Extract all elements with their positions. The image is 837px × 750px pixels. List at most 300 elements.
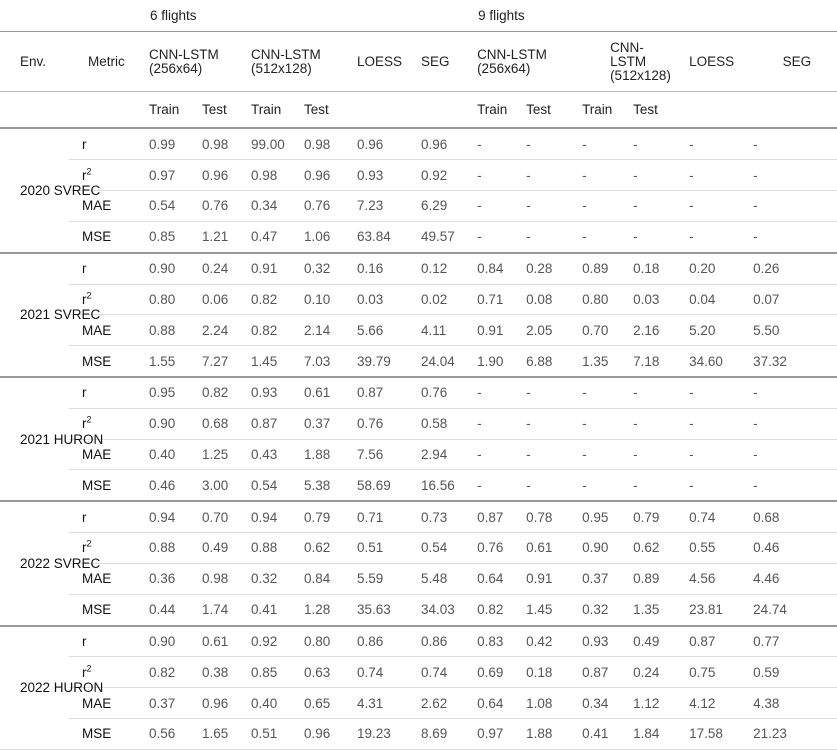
table-cell: 0.68 <box>753 509 780 525</box>
table-cell: 0.49 <box>633 633 660 649</box>
table-cell: 0.08 <box>526 291 553 307</box>
table-cell: 0.75 <box>689 664 716 680</box>
metric-label: MSE <box>82 602 112 618</box>
group-6-flights: 6 flights <box>150 7 197 23</box>
table-row <box>0 626 837 657</box>
table-cell: - <box>477 229 482 245</box>
table-cell: 0.98 <box>251 167 278 183</box>
table-cell: - <box>753 447 758 463</box>
table-cell: 0.94 <box>251 509 278 525</box>
table-cell: 1.25 <box>202 447 229 463</box>
table-cell: 0.51 <box>357 540 384 556</box>
header-col-2: LOESS <box>357 53 403 69</box>
table-cell: 0.36 <box>149 571 176 587</box>
table-cell: 0.62 <box>633 540 660 556</box>
table-cell: 0.90 <box>582 540 609 556</box>
table-cell: 58.69 <box>357 477 391 493</box>
table-row <box>0 718 837 749</box>
table-cell: 0.10 <box>304 291 331 307</box>
table-cell: 0.12 <box>421 261 448 277</box>
table-cell: 6.88 <box>526 353 553 369</box>
table-cell: 0.89 <box>582 261 609 277</box>
table-cell: 0.86 <box>421 633 448 649</box>
table-cell: 7.18 <box>633 353 660 369</box>
table-cell: 0.88 <box>149 540 176 556</box>
table-cell: 0.28 <box>526 261 553 277</box>
table-cell: 0.96 <box>421 136 448 152</box>
table-row <box>0 160 837 191</box>
table-cell: 0.78 <box>526 509 553 525</box>
env-label: 2021 SVREC <box>20 307 101 323</box>
table-cell: - <box>633 136 638 152</box>
table-cell: 1.55 <box>149 353 176 369</box>
table-cell: 4.46 <box>753 571 780 587</box>
table-cell: 0.87 <box>357 385 384 401</box>
table-cell: 1.45 <box>526 602 553 618</box>
table-cell: 0.92 <box>421 167 448 183</box>
env-label: 2022 SVREC <box>20 555 101 571</box>
table-cell: 17.58 <box>689 726 723 742</box>
metric-label: MAE <box>82 198 112 214</box>
table-cell: 5.50 <box>753 322 780 338</box>
header-sub-2: Train <box>251 102 282 118</box>
table-cell: - <box>582 167 587 183</box>
table-cell: 0.40 <box>251 695 278 711</box>
table-row <box>0 439 837 470</box>
table-cell: 0.62 <box>304 540 331 556</box>
table-cell: 0.82 <box>477 602 504 618</box>
table-cell: - <box>477 167 482 183</box>
table-cell: - <box>477 447 482 463</box>
metric-label: MAE <box>82 447 112 463</box>
table-cell: 0.41 <box>582 726 609 742</box>
table-cell: 0.70 <box>202 509 229 525</box>
metric-label: r <box>82 385 87 401</box>
table-cell: - <box>753 198 758 214</box>
table-cell: - <box>689 385 694 401</box>
table-cell: 0.64 <box>477 695 504 711</box>
table-cell: - <box>477 416 482 432</box>
table-row <box>0 377 837 408</box>
table-cell: - <box>582 136 587 152</box>
table-cell: 0.02 <box>421 291 448 307</box>
table-cell: - <box>753 167 758 183</box>
table-cell: 0.46 <box>149 477 176 493</box>
header-metric: Metric <box>88 53 125 69</box>
table-cell: 4.31 <box>357 695 384 711</box>
table-cell: 0.54 <box>251 477 278 493</box>
table-cell: 2.14 <box>304 322 331 338</box>
table-cell: 0.80 <box>149 291 176 307</box>
header-sub-7: Test <box>526 102 551 118</box>
table-row <box>0 501 837 532</box>
table-cell: 4.38 <box>753 695 780 711</box>
metric-label: MSE <box>82 477 112 493</box>
table-cell: 0.84 <box>477 261 504 277</box>
table-cell: 0.61 <box>526 540 553 556</box>
table-cell: 0.55 <box>689 540 716 556</box>
table-cell: 0.80 <box>582 291 609 307</box>
table-cell: - <box>753 416 758 432</box>
header-sub-10 <box>670 92 734 128</box>
table-cell: 0.89 <box>633 571 660 587</box>
table-cell: - <box>689 416 694 432</box>
table-cell: - <box>633 167 638 183</box>
table-cell: 2.94 <box>421 447 448 463</box>
table-cell: 5.20 <box>689 322 716 338</box>
table-cell: 0.46 <box>753 540 780 556</box>
table-cell: - <box>753 477 758 493</box>
table-cell: 5.66 <box>357 322 384 338</box>
table-cell: 5.48 <box>421 571 448 587</box>
table-cell: 0.95 <box>149 385 176 401</box>
header-col-3: SEG <box>421 53 450 69</box>
header-col-5: CNN- LSTM (512x128) <box>610 39 671 83</box>
table-cell: 0.54 <box>149 198 176 214</box>
table-cell: 0.18 <box>633 261 660 277</box>
table-cell: 3.00 <box>202 477 229 493</box>
table-cell: 24.04 <box>421 353 455 369</box>
table-cell: 0.24 <box>633 664 660 680</box>
table-row <box>0 221 837 252</box>
header-sub-0: Train <box>149 102 180 118</box>
table-cell: - <box>689 477 694 493</box>
table-cell: 0.40 <box>149 447 176 463</box>
table-cell: - <box>526 136 531 152</box>
table-cell: - <box>582 447 587 463</box>
table-cell: - <box>633 198 638 214</box>
header-sub-row <box>0 92 837 128</box>
table-cell: 0.90 <box>149 633 176 649</box>
table-cell: 5.59 <box>357 571 384 587</box>
table-cell: 7.03 <box>304 353 331 369</box>
table-cell: 16.56 <box>421 477 455 493</box>
table-cell: - <box>526 229 531 245</box>
env-label: 2021 HURON <box>20 431 104 447</box>
table-cell: 0.47 <box>251 229 278 245</box>
table-cell: 0.41 <box>251 602 278 618</box>
table-cell: 0.88 <box>251 540 278 556</box>
table-cell: 0.32 <box>251 571 278 587</box>
header-col-1: CNN-LSTM (512x128) <box>251 46 321 76</box>
table-cell: 0.03 <box>357 291 384 307</box>
header-env: Env. <box>20 53 47 69</box>
table-cell: 34.60 <box>689 353 723 369</box>
table-cell: 0.58 <box>421 416 448 432</box>
table-cell: - <box>689 167 694 183</box>
table-cell: - <box>526 385 531 401</box>
header-sub-8: Train <box>582 102 613 118</box>
metric-label: r <box>82 509 87 525</box>
table-row <box>0 470 837 501</box>
table-cell: - <box>689 136 694 152</box>
table-cell: 0.37 <box>304 416 331 432</box>
table-cell: - <box>753 229 758 245</box>
table-cell: 0.83 <box>477 633 504 649</box>
table-cell: - <box>582 477 587 493</box>
table-cell: 1.84 <box>633 726 660 742</box>
table-cell: 0.07 <box>753 291 780 307</box>
table-row <box>0 128 837 159</box>
table-cell: 0.26 <box>753 261 780 277</box>
table-cell: 0.59 <box>753 664 780 680</box>
table-cell: 1.74 <box>202 602 229 618</box>
table-cell: 0.06 <box>202 291 229 307</box>
table-row <box>0 346 837 377</box>
table-cell: 0.79 <box>633 509 660 525</box>
table-cell: 8.69 <box>421 726 448 742</box>
table-cell: 0.87 <box>477 509 504 525</box>
table-cell: - <box>477 198 482 214</box>
table-cell: 0.63 <box>304 664 331 680</box>
table-cell: 0.74 <box>689 509 716 525</box>
metric-label: MSE <box>82 726 112 742</box>
table-cell: 0.86 <box>357 633 384 649</box>
table-cell: 0.18 <box>526 664 553 680</box>
header-sub-1: Test <box>202 102 227 118</box>
table-cell: 0.42 <box>526 633 553 649</box>
table-cell: 0.76 <box>357 416 384 432</box>
table-cell: 0.84 <box>304 571 331 587</box>
table-cell: 0.04 <box>689 291 716 307</box>
table-cell: 0.76 <box>202 198 229 214</box>
table-cell: 1.65 <box>202 726 229 742</box>
table-cell: 1.28 <box>304 602 331 618</box>
table-cell: 0.96 <box>202 167 229 183</box>
table-cell: - <box>526 477 531 493</box>
header-col-0: CNN-LSTM (256x64) <box>149 46 219 76</box>
table-cell: 0.92 <box>251 633 278 649</box>
table-cell: 21.23 <box>753 726 787 742</box>
table-cell: - <box>582 229 587 245</box>
table-cell: 0.97 <box>477 726 504 742</box>
table-cell: - <box>582 385 587 401</box>
table-cell: 0.82 <box>251 291 278 307</box>
table-cell: 0.71 <box>357 509 384 525</box>
table-row <box>0 315 837 346</box>
table-cell: 0.90 <box>149 416 176 432</box>
table-cell: - <box>689 447 694 463</box>
table-cell: 0.82 <box>251 322 278 338</box>
table-cell: 0.51 <box>251 726 278 742</box>
table-cell: 0.80 <box>304 633 331 649</box>
table-cell: 1.21 <box>202 229 229 245</box>
table-cell: - <box>526 447 531 463</box>
table-cell: 0.87 <box>251 416 278 432</box>
table-cell: 0.96 <box>304 167 331 183</box>
header-sub-9: Test <box>633 102 658 118</box>
env-label: 2022 HURON <box>20 680 104 696</box>
table-row <box>0 284 837 315</box>
table-cell: 0.38 <box>202 664 229 680</box>
table-cell: - <box>633 416 638 432</box>
table-cell: 0.65 <box>304 695 331 711</box>
table-cell: 99.00 <box>251 136 285 152</box>
table-cell: - <box>526 198 531 214</box>
table-cell: 0.68 <box>202 416 229 432</box>
table-cell: 0.73 <box>421 509 448 525</box>
table-cell: 0.43 <box>251 447 278 463</box>
table-cell: 0.88 <box>149 322 176 338</box>
metric-r2: $r^2$ <box>82 414 92 432</box>
table-cell: 0.61 <box>202 633 229 649</box>
table-cell: 1.90 <box>477 353 504 369</box>
table-cell: 0.93 <box>582 633 609 649</box>
table-cell: - <box>753 136 758 152</box>
table-cell: - <box>689 229 694 245</box>
table-cell: 0.93 <box>251 385 278 401</box>
table-cell: 0.56 <box>149 726 176 742</box>
header-sub-3: Test <box>304 102 329 118</box>
table-row <box>0 253 837 284</box>
table-cell: 0.16 <box>357 261 384 277</box>
table-cell: 0.87 <box>689 633 716 649</box>
header-column-row <box>0 31 837 92</box>
table-cell: 0.98 <box>304 136 331 152</box>
table-cell: 2.05 <box>526 322 553 338</box>
table-cell: 7.27 <box>202 353 229 369</box>
table-cell: 0.37 <box>582 571 609 587</box>
table-cell: 0.32 <box>582 602 609 618</box>
table-cell: 1.88 <box>304 447 331 463</box>
table-cell: 1.45 <box>251 353 278 369</box>
table-cell: 2.62 <box>421 695 448 711</box>
table-cell: 24.74 <box>753 602 787 618</box>
env-label: 2020 SVREC <box>20 183 101 199</box>
table-cell: 0.91 <box>251 261 278 277</box>
table-cell: 0.77 <box>753 633 780 649</box>
table-cell: 0.91 <box>477 322 504 338</box>
table-cell: 0.90 <box>149 261 176 277</box>
table-cell: 0.79 <box>304 509 331 525</box>
table-cell: 0.76 <box>421 385 448 401</box>
table-cell: 1.35 <box>582 353 609 369</box>
table-cell: 0.97 <box>149 167 176 183</box>
table-cell: - <box>582 416 587 432</box>
metric-r2: $r^2$ <box>82 538 92 556</box>
table-row <box>0 688 837 719</box>
header-col-4: CNN-LSTM (256x64) <box>477 46 547 76</box>
table-cell: 0.91 <box>526 571 553 587</box>
table-cell: 0.20 <box>689 261 716 277</box>
table-cell: 0.61 <box>304 385 331 401</box>
table-cell: 0.74 <box>421 664 448 680</box>
header-sub-11 <box>734 92 837 128</box>
table-cell: 34.03 <box>421 602 455 618</box>
table-cell: - <box>633 447 638 463</box>
metric-label: MAE <box>82 571 112 587</box>
table-cell: - <box>582 198 587 214</box>
table-cell: 5.38 <box>304 477 331 493</box>
table-cell: 6.29 <box>421 198 448 214</box>
table-cell: 1.06 <box>304 229 331 245</box>
table-cell: 7.23 <box>357 198 384 214</box>
metric-label: MSE <box>82 353 112 369</box>
table-cell: 0.96 <box>304 726 331 742</box>
table-cell: - <box>477 385 482 401</box>
table-cell: 0.98 <box>202 136 229 152</box>
table-row <box>0 563 837 594</box>
table-cell: - <box>477 477 482 493</box>
metric-label: r <box>82 633 87 649</box>
table-cell: - <box>689 198 694 214</box>
table-cell: 0.32 <box>304 261 331 277</box>
table-cell: 0.74 <box>357 664 384 680</box>
table-cell: - <box>633 477 638 493</box>
table-cell: 2.16 <box>633 322 660 338</box>
table-cell: 0.54 <box>421 540 448 556</box>
table-cell: 0.85 <box>251 664 278 680</box>
table-cell: 4.56 <box>689 571 716 587</box>
table-cell: - <box>477 136 482 152</box>
table-cell: 0.87 <box>582 664 609 680</box>
table-cell: 49.57 <box>421 229 455 245</box>
table-cell: 19.23 <box>357 726 391 742</box>
header-sub-4 <box>338 92 402 128</box>
metric-label: MSE <box>82 229 112 245</box>
table-cell: 7.56 <box>357 447 384 463</box>
header-group-row <box>0 0 837 31</box>
metric-r2: $r^2$ <box>82 166 92 183</box>
table-row <box>0 594 837 625</box>
table-cell: 0.76 <box>304 198 331 214</box>
metric-label: r <box>82 136 87 152</box>
table-cell: 4.11 <box>421 322 447 338</box>
metric-r2: $r^2$ <box>82 663 92 680</box>
table-cell: 39.79 <box>357 353 391 369</box>
metric-r2: $r^2$ <box>82 290 92 307</box>
table-cell: 0.24 <box>202 261 229 277</box>
table-row <box>0 191 837 222</box>
table-cell: 0.99 <box>149 136 176 152</box>
table-cell: 37.32 <box>753 353 787 369</box>
table-cell: - <box>633 229 638 245</box>
table-cell: 0.03 <box>633 291 660 307</box>
table-cell: 0.76 <box>477 540 504 556</box>
header-col-6: LOESS <box>689 53 735 69</box>
group-9-flights: 9 flights <box>478 7 525 23</box>
table-row <box>0 408 837 439</box>
table-row <box>0 533 837 564</box>
metric-label: MAE <box>82 695 112 711</box>
table-cell: 0.93 <box>357 167 384 183</box>
table-row <box>0 657 837 688</box>
table-cell: 0.70 <box>582 322 609 338</box>
table-cell: 0.64 <box>477 571 504 587</box>
table-cell: 0.37 <box>149 695 176 711</box>
table-cell: 0.82 <box>149 664 176 680</box>
table-cell: 0.96 <box>357 136 384 152</box>
table-cell: 0.34 <box>582 695 609 711</box>
table-cell: - <box>526 416 531 432</box>
header-col-7: SEG <box>782 53 812 69</box>
table-cell: 0.82 <box>202 385 229 401</box>
table-cell: 0.94 <box>149 509 176 525</box>
table-cell: 1.88 <box>526 726 553 742</box>
table-cell: 0.98 <box>202 571 229 587</box>
table-cell: 0.44 <box>149 602 176 618</box>
metric-label: MAE <box>82 322 112 338</box>
table-cell: 4.12 <box>689 695 716 711</box>
table-cell: 35.63 <box>357 602 391 618</box>
table-cell: - <box>753 385 758 401</box>
table-cell: 0.95 <box>582 509 609 525</box>
table-cell: 63.84 <box>357 229 391 245</box>
table-cell: 0.69 <box>477 664 504 680</box>
table-cell: - <box>633 385 638 401</box>
table-cell: 0.71 <box>477 291 504 307</box>
table-cell: 1.35 <box>633 602 660 618</box>
